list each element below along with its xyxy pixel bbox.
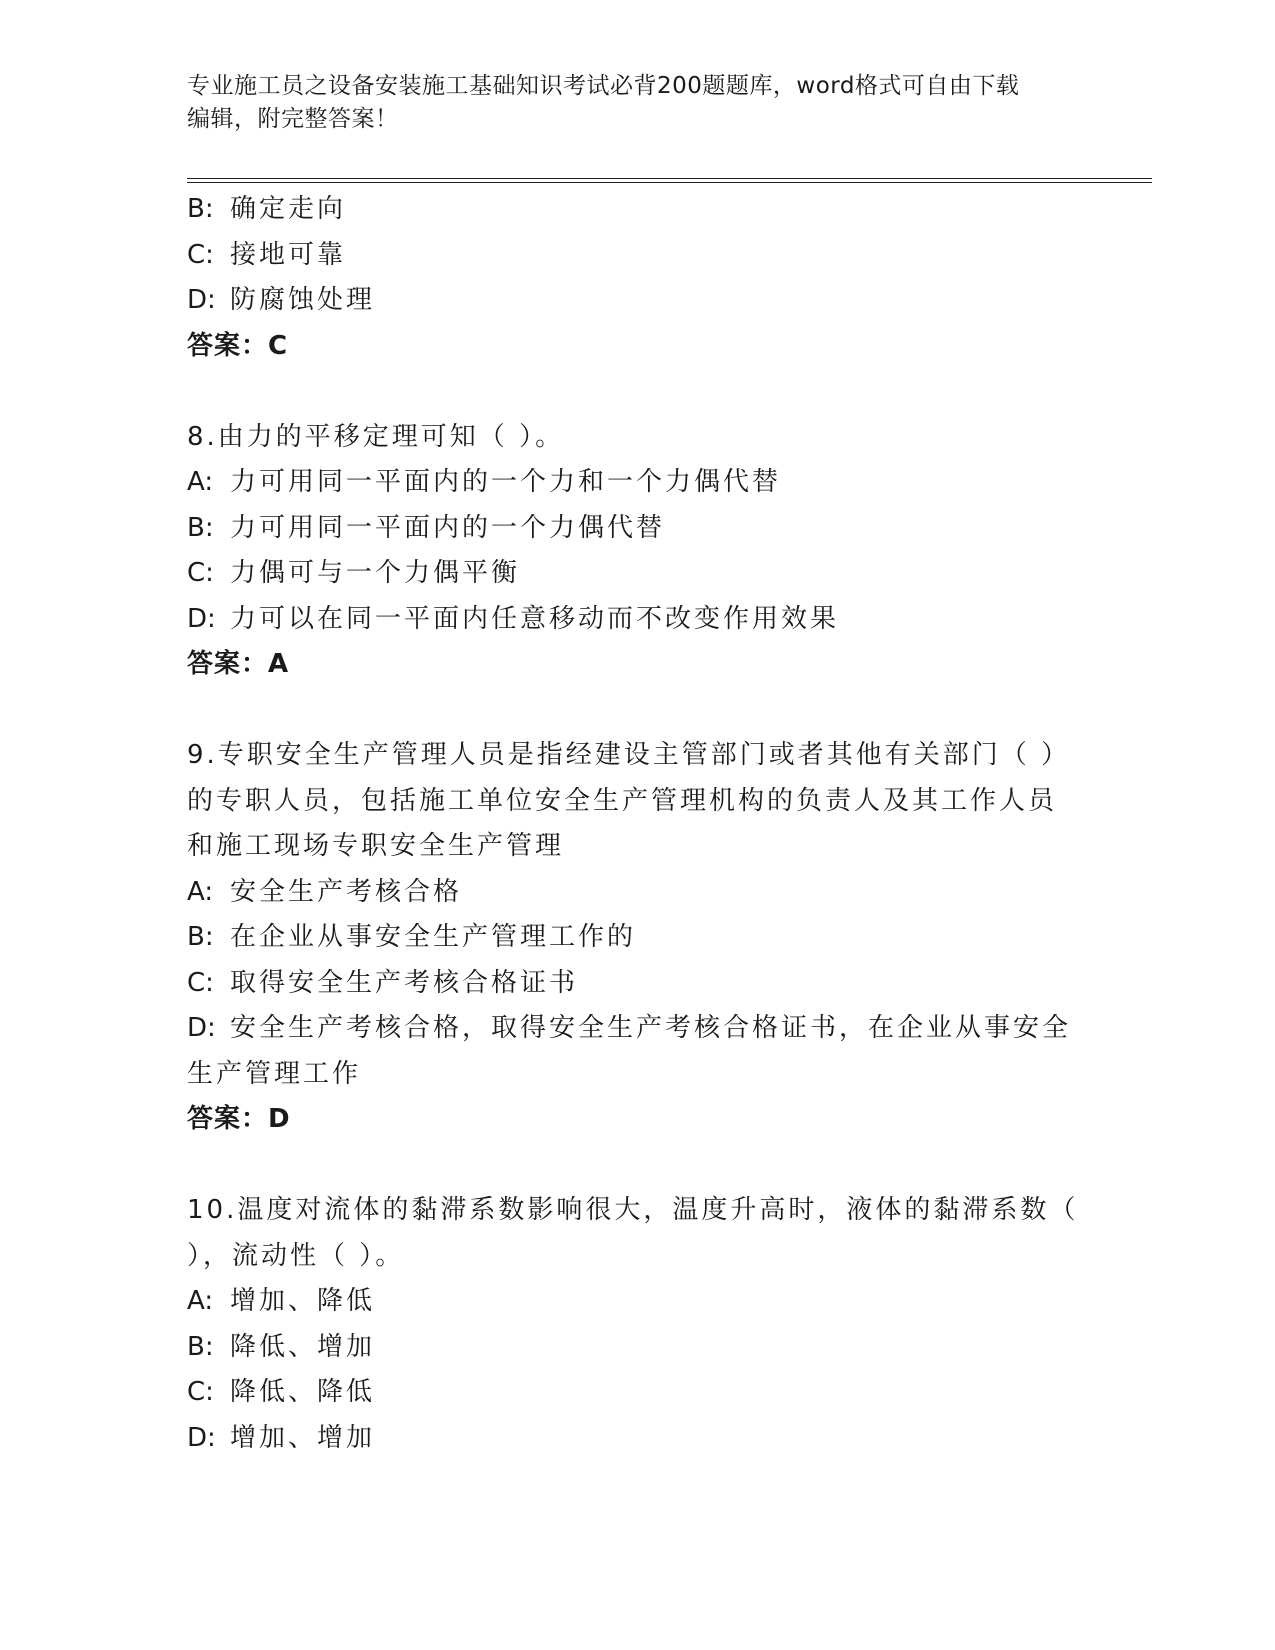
option-label: A:	[187, 467, 214, 497]
header-title-line-1: 专业施工员之设备安装施工基础知识考试必背200题题库，word格式可自由下载	[187, 73, 1020, 99]
question-9	[187, 733, 1087, 1143]
option-a	[187, 1279, 1087, 1325]
answer: 答案：A	[187, 649, 290, 679]
question-stem: 10.温度对流体的黏滞系数影响很大，温度升高时，液体的黏滞系数（	[187, 1195, 1079, 1225]
question-stem: ），流动性（ ）。	[187, 1240, 405, 1271]
option-label: B:	[187, 512, 214, 543]
option-d	[187, 278, 1087, 324]
option-label: B:	[187, 922, 214, 952]
answer: 答案：C	[187, 330, 289, 361]
option-b	[187, 506, 1087, 552]
option-text: 防腐蚀处理	[230, 285, 376, 315]
option-label: A:	[187, 876, 214, 907]
option-label: A:	[187, 1286, 214, 1316]
header-divider-bottom	[187, 182, 1152, 183]
question-7-tail	[187, 187, 1087, 369]
option-a	[187, 870, 1087, 916]
question-gap	[187, 369, 1087, 415]
header-title-line-2: 编辑，附完整答案！	[187, 106, 399, 132]
option-d	[187, 1416, 1087, 1462]
question-stem: 8.由力的平移定理可知（ ）。	[187, 421, 565, 452]
option-label: D:	[187, 1422, 216, 1453]
header-divider-top	[187, 178, 1152, 179]
option-text: 力可以在同一平面内任意移动而不改变作用效果	[230, 603, 840, 634]
option-b	[187, 915, 1087, 961]
option-text: 降低、降低	[230, 1377, 376, 1407]
question-list	[187, 187, 1087, 1461]
option-text: 接地可靠	[230, 239, 347, 270]
option-d	[187, 597, 1087, 643]
option-a	[187, 460, 1087, 506]
option-text: 取得安全生产考核合格证书	[230, 967, 579, 998]
option-text: 安全生产考核合格	[230, 876, 463, 907]
option-label: C:	[187, 558, 214, 588]
option-c	[187, 551, 1087, 597]
option-b	[187, 187, 1087, 233]
option-text: 力偶可与一个力偶平衡	[230, 558, 521, 588]
question-stem: 9.专职安全生产管理人员是指经建设主管部门或者其他有关部门（ ）	[187, 740, 1071, 770]
option-c	[187, 233, 1087, 279]
option-label: B:	[187, 194, 214, 224]
option-text: 确定走向	[230, 194, 347, 224]
option-b	[187, 1325, 1087, 1371]
question-8	[187, 415, 1087, 688]
question-gap	[187, 688, 1087, 734]
question-stem: 的专职人员，包括施工单位安全生产管理机构的负责人及其工作人员	[187, 785, 1058, 816]
option-label: C:	[187, 967, 214, 998]
option-text: 力可用同一平面内的一个力偶代替	[230, 512, 666, 543]
option-label: B:	[187, 1331, 214, 1362]
option-label: C:	[187, 239, 214, 270]
option-text: 降低、增加	[230, 1331, 376, 1362]
option-d	[187, 1006, 1087, 1052]
document-header	[187, 70, 1087, 136]
option-label: D:	[187, 1013, 216, 1043]
option-text: 在企业从事安全生产管理工作的	[230, 922, 637, 952]
option-text: 增加、增加	[230, 1422, 376, 1453]
question-gap	[187, 1143, 1087, 1189]
option-c	[187, 1370, 1087, 1416]
option-label: D:	[187, 285, 216, 315]
answer: 答案：D	[187, 1104, 291, 1134]
option-d-continuation: 生产管理工作	[187, 1058, 362, 1089]
question-10	[187, 1188, 1087, 1461]
option-label: D:	[187, 603, 216, 634]
option-text: 力可用同一平面内的一个力和一个力偶代替	[230, 467, 782, 497]
option-text: 增加、降低	[230, 1286, 376, 1316]
question-stem: 和施工现场专职安全生产管理	[187, 831, 565, 861]
option-label: C:	[187, 1377, 214, 1407]
option-text: 安全生产考核合格，取得安全生产考核合格证书，在企业从事安全	[230, 1013, 1072, 1043]
option-c	[187, 961, 1087, 1007]
